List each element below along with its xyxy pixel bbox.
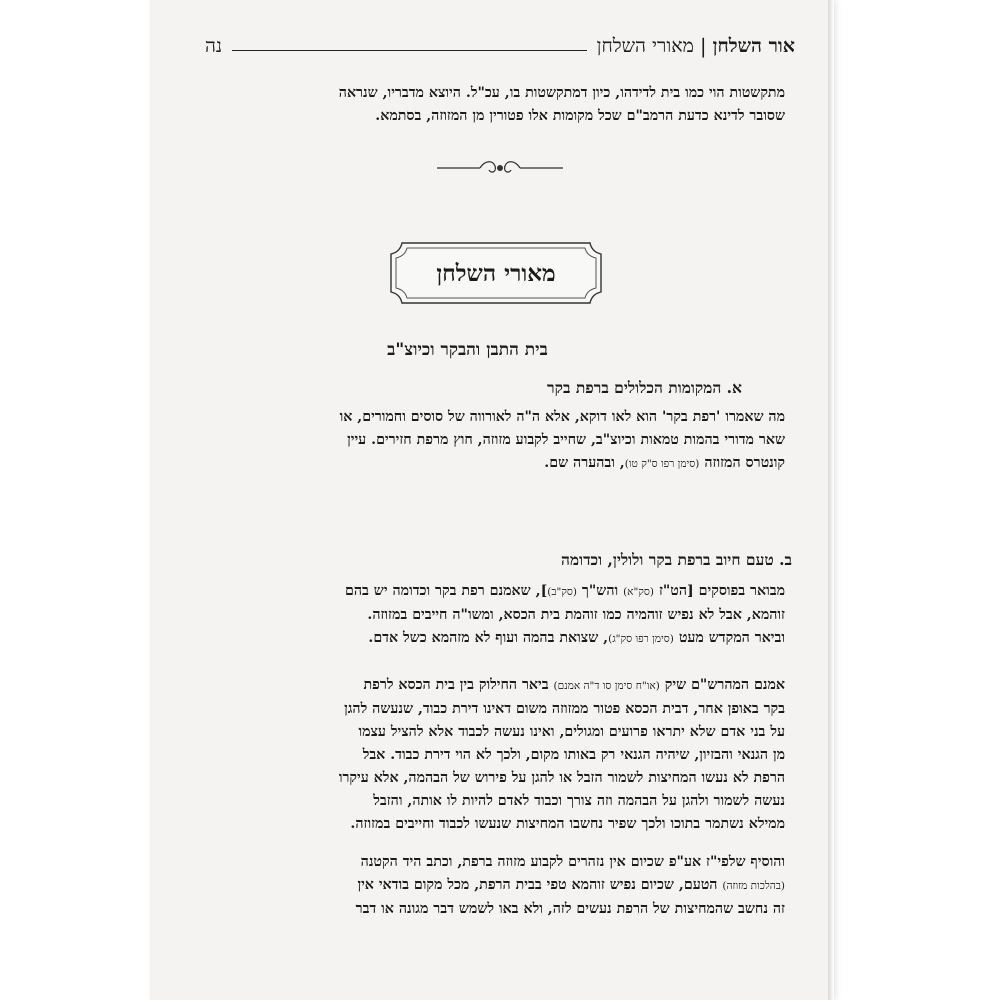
text-line: מן הגנאי והבזיון, שיהיה הגנאי רק באותו מקום, ולכך לא הוי דירת כבוד. אבל xyxy=(362,747,785,763)
source-title: קונטרס המזוזה xyxy=(704,455,785,471)
running-head-titles xyxy=(597,34,795,58)
part-b-paragraph-3 xyxy=(205,851,785,921)
ornament-divider xyxy=(435,158,565,178)
page-edge xyxy=(828,0,834,1000)
text-line xyxy=(205,851,785,874)
text-line xyxy=(205,580,785,604)
title-separator: | xyxy=(699,34,707,58)
running-head xyxy=(205,26,795,66)
text-line: נעשה לשמור ולהגן על הבהמה וזה צורך וכבוד לאדם להיות לו אותה, והזבל xyxy=(373,793,785,809)
section-title: בית התבן והבקר וכיוצ"ב xyxy=(387,340,548,360)
text-fragment: והש"ך xyxy=(581,583,619,599)
source-reference: (סק"א) xyxy=(623,586,654,598)
source-reference: (בהלכות מזוזה) xyxy=(722,880,785,892)
intro-paragraph xyxy=(205,82,785,128)
source-reference: (או"ח סימן סו ד"ה אמנם) xyxy=(553,680,660,692)
part-a-paragraph xyxy=(205,406,785,476)
source-title: היד הקטנה xyxy=(360,854,422,870)
source-reference: (סימן רפו ס"ק טו) xyxy=(624,458,700,470)
text-line: שאר מדורי בהמות טמאות וכיוצ"ב, שחייב לקבוע מזוזה, חוץ מרפת חזירים. עיין xyxy=(347,432,785,448)
text-fragment: הטעם, שכיום נפיש זוהמא טפי בבית הרפת, מכל מקום בודאי אין xyxy=(357,877,718,893)
part-b-paragraph-2 xyxy=(205,674,785,836)
part-b-paragraph-1 xyxy=(205,580,785,651)
text-line: הרפת לא נעשו המחיצות לשמור הזבל או להגן על פירוש של הבהמה, אלא עיקרו xyxy=(338,770,785,786)
header-rule xyxy=(232,50,587,51)
text-fragment: והוסיף שלפי"ז אע"פ שכיום אין נזהרים לקבוע מזוזה ברפת, וכתב xyxy=(426,854,785,870)
chapter-title: מאורי השלחן xyxy=(436,259,556,287)
book-title: אור השלחן xyxy=(712,34,795,57)
text-fragment: וביאר המקדש מעט xyxy=(678,630,785,646)
source-reference: (סימן רפו סק"ג) xyxy=(608,633,674,645)
text-line: זוהמא, אבל לא נפיש זוהמיה כמו זוהמת בית הכסא, ומשו"ה חייבים במזוזה. xyxy=(367,607,785,623)
text-fragment: אמנם המהרש"ם שיק xyxy=(664,677,785,693)
text-line xyxy=(205,674,785,698)
text-line: זה נחשב שהמחיצות של הרפת נעשים לזה, ולא באו לשמש דבר מגונה או דבר xyxy=(355,901,785,917)
subsection-heading-a: א. המקומות הכלולים ברפת בקר xyxy=(547,378,742,397)
text-line: בקר באופן אחר, דבית הכסא פטור ממזוזה משום דאינו דירת כבוד, שנעשה להגן xyxy=(344,701,785,717)
text-line: ממילא נשתמר בתוכו ולכך שפיר נחשבו המחיצות שנעשו לכבוד וחייבים במזוזה. xyxy=(350,816,785,832)
text-fragment: , ובהערה שם. xyxy=(544,455,625,471)
source-reference: (סק"ב) xyxy=(547,586,577,598)
text-fragment: , שצואת בהמה ועוף לא מזהמא כשל אדם. xyxy=(368,630,609,646)
text-line: מה שאמרו 'רפת בקר' הוא לאו דוקא, אלא ה"ה לאורווה של סוסים וחמורים, או xyxy=(339,409,785,425)
book-page xyxy=(150,0,830,1000)
text-fragment: מבואר בפוסקים [הט"ז xyxy=(658,583,785,599)
text-line xyxy=(205,874,785,898)
text-line: על בני אדם שלא יתראו פרועים ומגולים, ואינו נעשה לכבוד אלא להציל עצמו xyxy=(358,724,785,740)
intro-line: שסובר לדינא כדעת הרמב"ם שכל מקומות אלו פטורין מן המזוזה, בסתמא. xyxy=(375,108,785,124)
section-running-title: מאורי השלחן xyxy=(596,34,694,57)
text-line xyxy=(205,452,785,476)
text-fragment: ביאר החילוק בין בית הכסא לרפת xyxy=(363,677,549,693)
subsection-heading-b: ב. טעם חיוב ברפת בקר ולולין, וכדומה xyxy=(561,550,792,569)
intro-line: מתקשטות הוי כמו בית לדידהו, כיון דמתקשטות בו, עכ"ל. היוצא מדבריו, שנראה xyxy=(338,85,785,101)
text-line xyxy=(205,627,785,651)
text-fragment: ], שאמנם רפת בקר וכדומה יש בהם xyxy=(345,583,548,599)
page-number: נה xyxy=(205,34,223,57)
